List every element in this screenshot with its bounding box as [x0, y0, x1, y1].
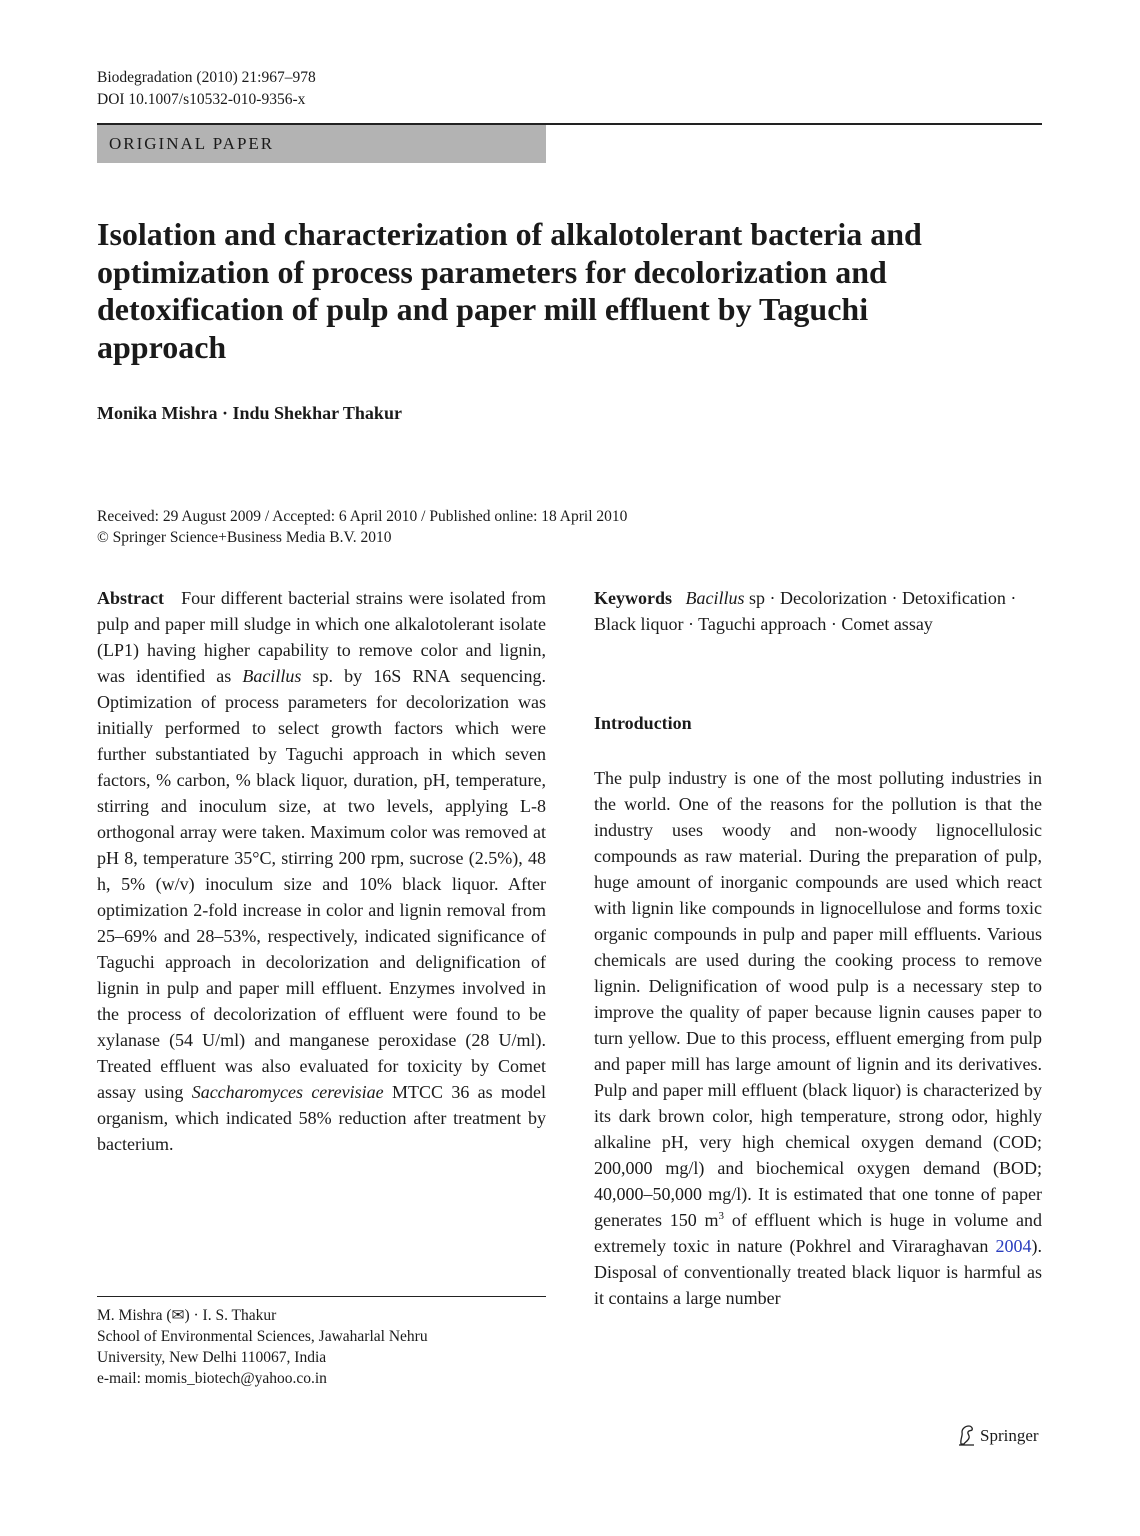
- abstract-genus: Bacillus: [242, 666, 302, 686]
- intro-part-3: ). Disposal of conventionally treated black liquor is harmful as it contains a large number: [594, 1236, 1042, 1308]
- intro-superscript: 3: [718, 1210, 725, 1222]
- footnote-names: M. Mishra (✉) · I. S. Thakur: [97, 1307, 277, 1324]
- publisher-name: Springer: [980, 1426, 1039, 1445]
- article-type-label: ORIGINAL PAPER: [109, 134, 275, 153]
- journal-citation: Biodegradation (2010) 21:967–978: [97, 69, 316, 86]
- introduction-text: [594, 765, 1042, 1311]
- publication-dates: [97, 506, 627, 548]
- abstract-part-2: sp. by 16S RNA sequencing. Optimization of process parameters for decolorization was initially performed to select growth factors which were further substantiated by Taguchi approach in which seven factors, % carbon, % black liquor, duration, pH, temperature, stirring and inoculum size, at two levels, applying L-8 orthogonal array were taken. Maximum color was removed at pH 8, temperature 35°C, stirring 200 rpm, sucrose (2.5%), 48 h, 5% (w/v) inoculum size and 10% black liquor. After optimization 2-fold increase in color and lignin removal from 25–69% and 28–53%, respectively, indicated significance of Taguchi approach in decolorization and delignification of lignin in pulp and paper mill effluent. Enzymes involved in the process of decolorization of effluent were found to be xylanase (54 U/ml) and manganese peroxidase (28 U/ml). Treated effluent was also evaluated for toxicity by Comet assay using: [97, 666, 547, 1102]
- author-list: Monika Mishra · Indu Shekhar Thakur: [97, 403, 402, 423]
- article-type-banner: [97, 125, 546, 163]
- abstract-text: [97, 585, 546, 1157]
- publisher-mark: [957, 1424, 1039, 1446]
- keywords-heading: Keywords: [594, 588, 672, 608]
- history-dates: Received: 29 August 2009 / Accepted: 6 April 2010 / Published online: 18 April 2010: [97, 508, 628, 525]
- introduction-heading: Introduction: [594, 713, 692, 733]
- abstract-section: [97, 585, 546, 1157]
- abstract-part-3: MTCC 36 as model organism, which indicated 58% reduction after treatment by bacterium.: [97, 1082, 547, 1154]
- paper-title: Isolation and characterization of alkalotolerant bacteria and optimization of process parameters for decolorization and detoxification of pulp and paper mill effluent by Taguchi approach: [97, 216, 922, 365]
- abstract-part-1: Four different bacterial strains were isolated from pulp and paper mill sludge in which one alkalotolerant isolate (LP1) having higher capability to remove color and lignin, was identified as: [97, 588, 546, 686]
- keyword-first: Bacillus: [685, 588, 745, 608]
- keywords-text: [594, 585, 1042, 637]
- intro-part-2: of effluent which is huge in volume and extremely toxic in nature (Pokhrel and Viraraghavan: [594, 1210, 1042, 1256]
- author-footnote: [97, 1305, 428, 1389]
- abstract-heading: Abstract: [97, 588, 164, 608]
- footnote-affiliation-2: University, New Delhi 110067, India: [97, 1349, 327, 1366]
- keywords-rest: sp · Decolorization · Detoxification · Black liquor · Taguchi approach · Comet assay: [594, 588, 1017, 634]
- journal-info: [97, 67, 316, 111]
- footnote-email[interactable]: e-mail: momis_biotech@yahoo.co.in: [97, 1370, 327, 1387]
- journal-doi: DOI 10.1007/s10532-010-9356-x: [97, 91, 306, 108]
- citation-link[interactable]: 2004: [995, 1236, 1032, 1256]
- footnote-rule: [97, 1296, 546, 1297]
- keywords-section: [594, 585, 1042, 637]
- abstract-species: Saccharomyces cerevisiae: [191, 1082, 384, 1102]
- intro-part-1: The pulp industry is one of the most polluting industries in the world. One of the reasons for the pollution is that the industry uses woody and non-woody lignocellulosic compounds as raw material. During the preparation of pulp, huge amount of inorganic compounds are used which react with lignin like compounds in lignocellulose and forms toxic organic compounds in pulp and paper mill effluents. Various chemicals are used during the cooking process to remove lignin. Delignification of wood pulp is a necessary step to improve the quality of paper because lignin causes paper to turn yellow. Due to this process, effluent emerging from pulp and paper mill has large amount of lignin and its derivatives. Pulp and paper mill effluent (black liquor) is characterized by its dark brown color, high temperature, strong odor, highly alkaline pH, very high chemical oxygen demand (COD; 200,000 mg/l) and biochemical oxygen demand (BOD; 40,000–50,000 mg/l). It is estimated that one tonne of paper generates 150 m: [594, 768, 1042, 1230]
- copyright-line: © Springer Science+Business Media B.V. 2010: [97, 529, 392, 546]
- springer-horse-icon: [957, 1424, 977, 1446]
- footnote-affiliation-1: School of Environmental Sciences, Jawaharlal Nehru: [97, 1328, 428, 1345]
- introduction-section: [594, 765, 1042, 1311]
